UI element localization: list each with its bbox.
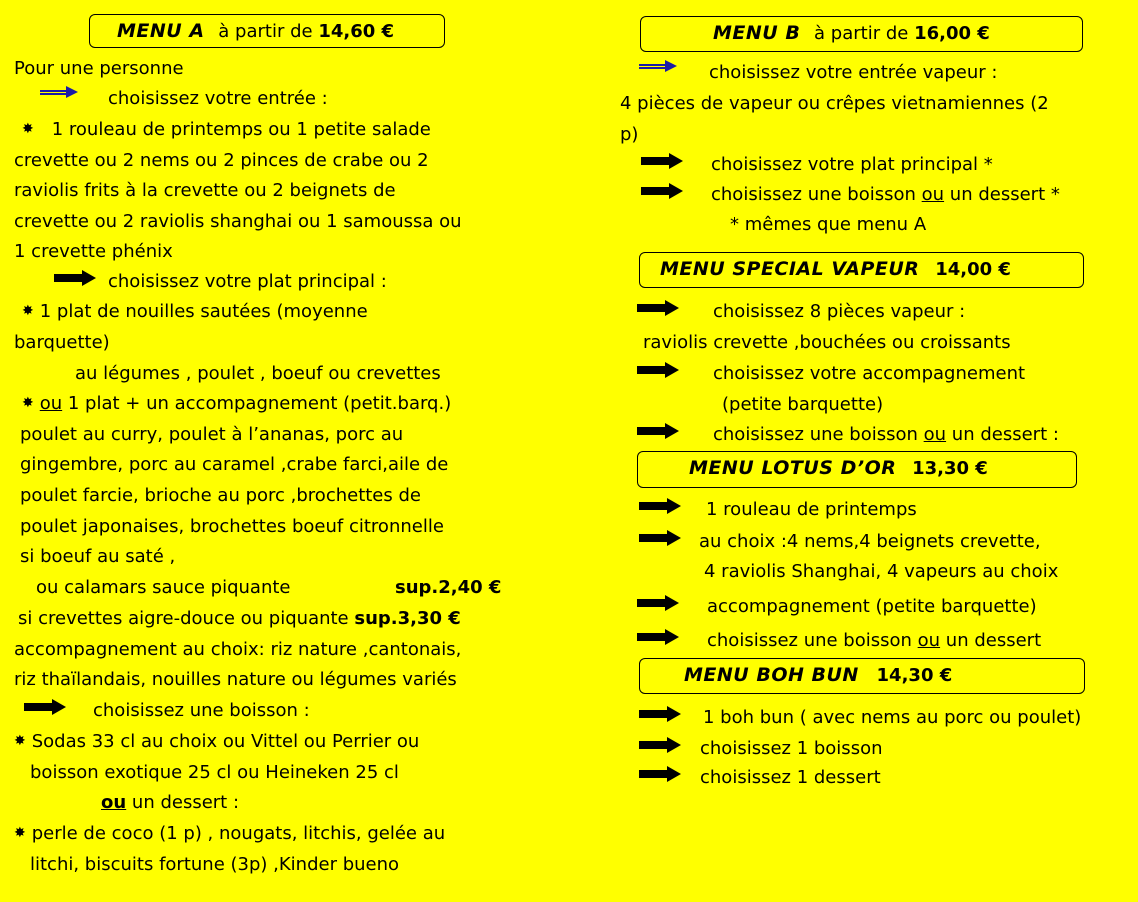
menu-lotus-line: accompagnement (petite barquette) bbox=[707, 596, 1037, 617]
menu-vapeur-title: MENU SPECIAL VAPEUR bbox=[660, 258, 920, 280]
menu-a-plat-line: ✸ 1 plat de nouilles sautées (moyenne bbox=[22, 301, 368, 322]
menu-boh-price: 14,30 € bbox=[876, 665, 953, 686]
menu-a-plat2-line: poulet japonaises, brochettes boeuf citronnelle bbox=[20, 516, 444, 537]
menu-vapeur-price: 14,00 € bbox=[935, 259, 1011, 280]
menu-boh-title: MENU BOH BUN bbox=[684, 664, 859, 686]
menu-a-boisson-line: boisson exotique 25 cl ou Heineken 25 cl bbox=[30, 762, 399, 783]
menu-vapeur-header bbox=[639, 252, 1084, 288]
menu-boh-header bbox=[639, 658, 1085, 694]
menu-lotus-line: 1 rouleau de printemps bbox=[706, 499, 917, 520]
menu-b-note: * mêmes que menu A bbox=[730, 214, 927, 235]
menu-a-accomp-line: accompagnement au choix: riz nature ,cantonais, bbox=[14, 639, 462, 660]
star-bullet-icon: ✸ bbox=[22, 303, 34, 319]
menu-vapeur-line: choisissez 8 pièces vapeur : bbox=[713, 301, 966, 322]
menu-a-header bbox=[89, 14, 445, 48]
menu-a-plat-line: au légumes , poulet , boeuf ou crevettes bbox=[75, 363, 441, 384]
menu-b-entree-line: p) bbox=[620, 124, 639, 145]
menu-b-price: 16,00 € bbox=[914, 23, 990, 44]
menu-a-dessert-line: ✸ perle de coco (1 p) , nougats, litchis, gelée au bbox=[14, 823, 446, 844]
menu-a-plat-line: barquette) bbox=[14, 332, 110, 353]
menu-a-boisson-line: ✸ Sodas 33 cl au choix ou Vittel ou Perrier ou bbox=[14, 731, 420, 752]
menu-a-plat-label: choisissez votre plat principal : bbox=[108, 271, 387, 292]
menu-a-plat2-line: poulet farcie, brioche au porc ,brochettes de bbox=[20, 485, 421, 506]
star-bullet-icon: ✸ bbox=[14, 733, 26, 749]
menu-a-title: MENU A bbox=[117, 20, 205, 42]
menu-a-entree-label: choisissez votre entrée : bbox=[108, 88, 328, 109]
menu-boh-line: choisissez 1 dessert bbox=[700, 767, 881, 788]
star-bullet-icon: ✸ bbox=[22, 395, 34, 411]
menu-a-calamars: ou calamars sauce piquante bbox=[36, 577, 291, 598]
menu-lotus-line: au choix :4 nems,4 beignets crevette, bbox=[699, 531, 1041, 552]
star-bullet-icon: ✸ bbox=[14, 825, 26, 841]
menu-lotus-header bbox=[637, 451, 1077, 488]
menu-a-entree-line: crevette ou 2 raviolis shanghai ou 1 samoussa ou bbox=[14, 211, 462, 232]
menu-lotus-price: 13,30 € bbox=[912, 458, 988, 479]
menu-a-prefix: à partir de bbox=[218, 21, 313, 42]
menu-a-plat2-line: gingembre, porc au caramel ,crabe farci,aile de bbox=[20, 454, 449, 475]
menu-a-entree-line: ✸ 1 rouleau de printemps ou 1 petite salade bbox=[22, 119, 431, 140]
menu-vapeur-line: (petite barquette) bbox=[722, 394, 884, 415]
menu-a-entree-line: raviolis frits à la crevette ou 2 beignets de bbox=[14, 180, 396, 201]
menu-b-title: MENU B bbox=[713, 22, 801, 44]
menu-a-entree-line: 1 crevette phénix bbox=[14, 241, 173, 262]
menu-b-entree-line: 4 pièces de vapeur ou crêpes vietnamiennes (2 bbox=[620, 93, 1049, 114]
star-bullet-icon: ✸ bbox=[22, 121, 34, 137]
menu-b-entree-label: choisissez votre entrée vapeur : bbox=[709, 62, 998, 83]
menu-boh-line: 1 boh bun ( avec nems au porc ou poulet) bbox=[703, 707, 1082, 728]
menu-a-accomp-line: riz thaïlandais, nouilles nature ou légumes variés bbox=[14, 669, 457, 690]
menu-a-boisson-label: choisissez une boisson : bbox=[93, 700, 310, 721]
menu-lotus-title: MENU LOTUS D’OR bbox=[689, 457, 897, 479]
menu-a-entree-line: crevette ou 2 nems ou 2 pinces de crabe ou 2 bbox=[14, 150, 429, 171]
menu-b-prefix: à partir de bbox=[814, 23, 909, 44]
menu-a-intro: Pour une personne bbox=[14, 58, 184, 79]
menu-a-plat2-line: si boeuf au saté , bbox=[20, 546, 176, 567]
menu-boh-line: choisissez 1 boisson bbox=[700, 738, 883, 759]
menu-a-dessert-label: ou un dessert : bbox=[101, 792, 240, 813]
menu-lotus-line: 4 raviolis Shanghai, 4 vapeurs au choix bbox=[704, 561, 1059, 582]
menu-b-plat-label: choisissez votre plat principal * bbox=[711, 154, 993, 175]
menu-b-header bbox=[640, 16, 1083, 52]
menu-b-boisson-line: choisissez une boisson ou un dessert * bbox=[711, 184, 1060, 205]
menu-vapeur-line: choisissez votre accompagnement bbox=[713, 363, 1026, 384]
menu-vapeur-line: raviolis crevette ,bouchées ou croissants bbox=[643, 332, 1011, 353]
menu-a-supplement-1: sup.2,40 € bbox=[395, 577, 502, 598]
menu-a-dessert-line: litchi, biscuits fortune (3p) ,Kinder bueno bbox=[30, 854, 400, 875]
menu-a-plat2-first: ✸ ou 1 plat + un accompagnement (petit.barq.) bbox=[22, 393, 452, 414]
menu-a-price: 14,60 € bbox=[318, 21, 395, 42]
menu-vapeur-line: choisissez une boisson ou un dessert : bbox=[713, 424, 1059, 445]
menu-a-crevettes: si crevettes aigre-douce ou piquante sup.3,30 € bbox=[18, 608, 461, 629]
menu-a-plat2-line: poulet au curry, poulet à l’ananas, porc au bbox=[20, 424, 404, 445]
menu-lotus-line: choisissez une boisson ou un dessert bbox=[707, 630, 1042, 651]
